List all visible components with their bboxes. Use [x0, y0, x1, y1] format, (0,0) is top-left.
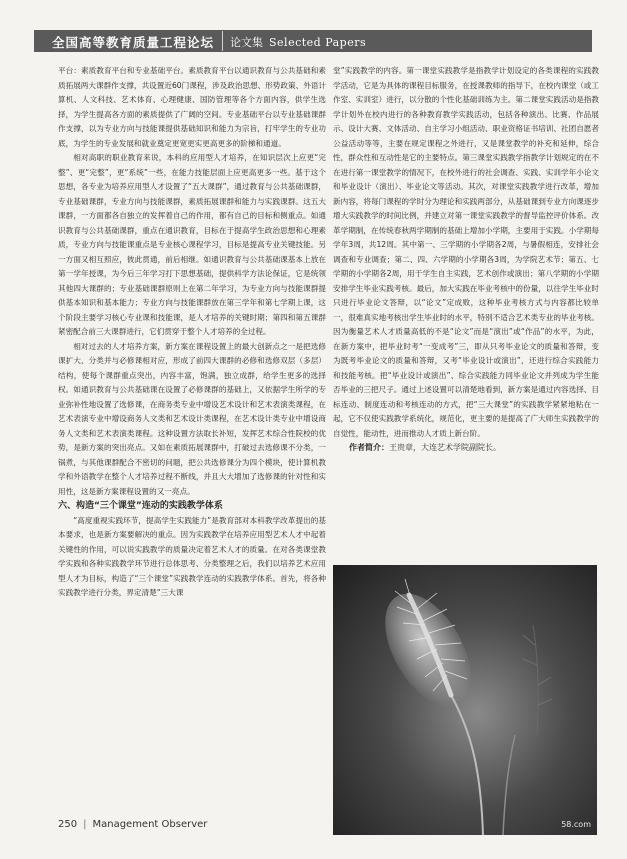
footer-separator: |: [83, 819, 87, 830]
section-title: [230, 34, 366, 50]
right-column: [333, 64, 599, 456]
left-column: [58, 64, 326, 601]
section-heading: 六、构造“三个课堂”连动的实践教学体系: [58, 501, 223, 511]
section-title-cn: 论文集: [230, 36, 263, 49]
foxtail-grass-photo: [333, 565, 597, 835]
body-paragraph: 平台：素质教育平台和专业基础平台。素质教育平台以通识教育与公共基础和素质拓展两大课群作支撑，共设置近60门课程，涉及政治思想、形势政策、外语计算机、人文科技、艺术体育、心理健康、国防管理等各个方面内容，供学生选择，为学生提高各方面的素质提供了广阔的空间。专业基础平台以专业基础课群作支撑，以为专业方向与技能课提供基础知识和能力为宗旨，打牢学生的专业功底，为学生的专业发展和就业奠定更宽更实更高更多的阶梯和通道。: [58, 66, 326, 148]
page-number: 250: [58, 819, 78, 830]
header-divider: [222, 31, 223, 51]
body-paragraph: “高度重视实践环节，提高学生实践能力”是教育部对本科教学改革提出的基本要求，也是新方案要解决的重点。因为实践教学在培养应用型艺术人才中起着关键性的作用，可以说实践教学的质量决定着艺术人才的质量。在对各类课堂教学实践和各种实践教学环节进行总体思考、分类整理之后，我们以培养艺术应用型人才为目标，构造了“三个课堂”实践教学连动的实践教学体系。首先，将各种实践教学进行分类，界定清楚“三大课: [58, 515, 326, 597]
author-text: 王贵章，大连艺术学院副院长。: [389, 443, 501, 452]
forum-title: 全国高等教育质量工程论坛: [52, 35, 215, 50]
body-paragraph: 堂”实践教学的内容。第一课堂实践教学是指教学计划设定的各类课程的实践教学活动，它是为具体的课程目标服务，在授课教师的指导下，在校内课堂（或工作室、实训室）进行，以分散的个性化基础训练为主。第二课堂实践活动是指教学计划外在校内进行的各种教育教学实践活动，包括各种演出、比赛、作品展示、设计大赛、文体活动、自主学习小组活动、职业资格证书培训、社团自愿者公益活动等等，主要在规定课程之外进行，又是课堂教学的补充和延伸，综合性，群众性和互动性是它的主要特点。第三课堂实践教学指教学计划规定的在不在进行第一课堂教学的情况下，在校外进行的社会调查、实践、实训学年小论文和毕业设计（演出）、毕业论文等活动。其次，对课堂实践教学进行改革，增加新内容，将每门课程的学时分为理论和实践两部分，从基础课到专业方向课逐步增大实践教学的时间比例，并建立对第一课堂实践教学的督导监控评价体系。改革学期制，在传统春秋两学期制的基础上增加小学期，主要用于实践。小学期每学年3周，共12周。其中第一、三学期的小学期各2周，与暑假相连，安排社会调查和专业调查；第二、四、六学期的小学期各3周，为学院艺术节；第五、七学期的小学期各2周，用于学生自主实践，艺术创作或演出；第八学期的小学期安排学生毕业实践考核。最后，加大实践在毕业考核中的份量，以往学生毕业时只进行毕业论文答辩，以“论文”定成败，这种毕业考核方式与内容都比较单一，很难真实地考核出学生毕业时的水平，特别不适合艺术类专业的毕业考核。因为衡量艺术人才质量高低的不是“论文”而是“演出”或“作品”的水平，为此，在新方案中，把毕业时考“一变成考”三，即从只考毕业论文的质量和答辩，变为既考毕业论文的质量和答辩，又考“毕业设计或演出”，还进行综合实践能力和技能考核。把“毕业设计或演出”、综合实践能力同毕业论文并列成为学生能否毕业的三把尺子。通过上述设置可以清楚地看到，新方案是通过内容选择、目标连动、制度连动和考核连动的方式，把“三大课堂”的实践教学紧紧地粘在一起，它不仅使实践教学系统化，规范化，更主要的是提高了广大师生实践教学的自觉性，能动性，进而推动人才质上新台阶。: [333, 66, 599, 438]
photo-watermark: 58.com: [561, 820, 591, 829]
author-label: 作者简介：: [349, 443, 389, 452]
page-footer: [58, 819, 207, 830]
section-title-en: Selected Papers: [269, 36, 367, 49]
author-note: [333, 441, 599, 456]
foxtail-grass-illustration: [333, 565, 597, 835]
body-paragraph: 相对高职的职业教育来说，本科的应用型人才培养，在知识层次上应更“完整”、更“完整”，更“系统”一些，在能力技能层面上应更高更多一些。基于这个思想，各专业为培养应用型人才设置了“五大课群”，通过教育与公共基础课群，专业基础课群，专业方向与技能课群，素质拓展课群和能力与实践课群。这五大课群，一方面都各自独立的发挥着自己的作用，都有自己的目标和侧重点。如通识教育与公共基础课群，重点在通识教育，目标在于提高学生政治思想和心理素质，专业方向与技能课重点是专业核心课程学习，目标是提高专业关键技能。另一方面又相互照应，彼此贯通，前后相继。如通识教育与公共基础课基本上放在第一学年授课，为今后三年学习打下思想基础，提供科学方法论保证，它是统领其他四大课群的；专业基础课群原则上在第二年学习，为专业方向与技能课群提供基本知识和基本能力；专业方向与技能课群放在第三学年和第七学期上课，这个阶段主要学习核心专业课和技能课，是人才培养的关键时期；第四和第五课群紧密配合前三大课群进行，它们贯穿于整个人才培养的全过程。: [58, 153, 326, 336]
body-paragraph: 相对过去的人才培养方案，新方案在课程设置上的最大创新点之一是把选修课扩大、分类并与必修课相对应，形成了前四大课群的必修和选修双层（多层）结构，使每个课群重点突出，内容丰富，饱满，独立成群，给学生更多的选择权。如通识教育与公共基础课在设置了必修课群的基础上，又依据学生所学的专业弥补性地设置了选修课，在商务类专业中增设艺术设计和艺术表演类课程，在艺术表演专业中增设商务人文类和艺术设计类课程，在艺术设计类专业中增设商务人文类和艺术表演类课程。这种设置方法取长补短，发挥艺术综合性院校的优势，是新方案的突出亮点。又如在素质拓展课群中，打破过去选修课不分类，一锅煮，与其他课群配合不密切的问题，把公共选修课分为四个模块，使计算机教学和外语教学在整个人才培养过程不断线，并且大大增加了选修课的针对性和实用性，这是新方案课程设置的又一亮点。: [58, 341, 326, 496]
journal-name: Management Observer: [92, 819, 208, 830]
